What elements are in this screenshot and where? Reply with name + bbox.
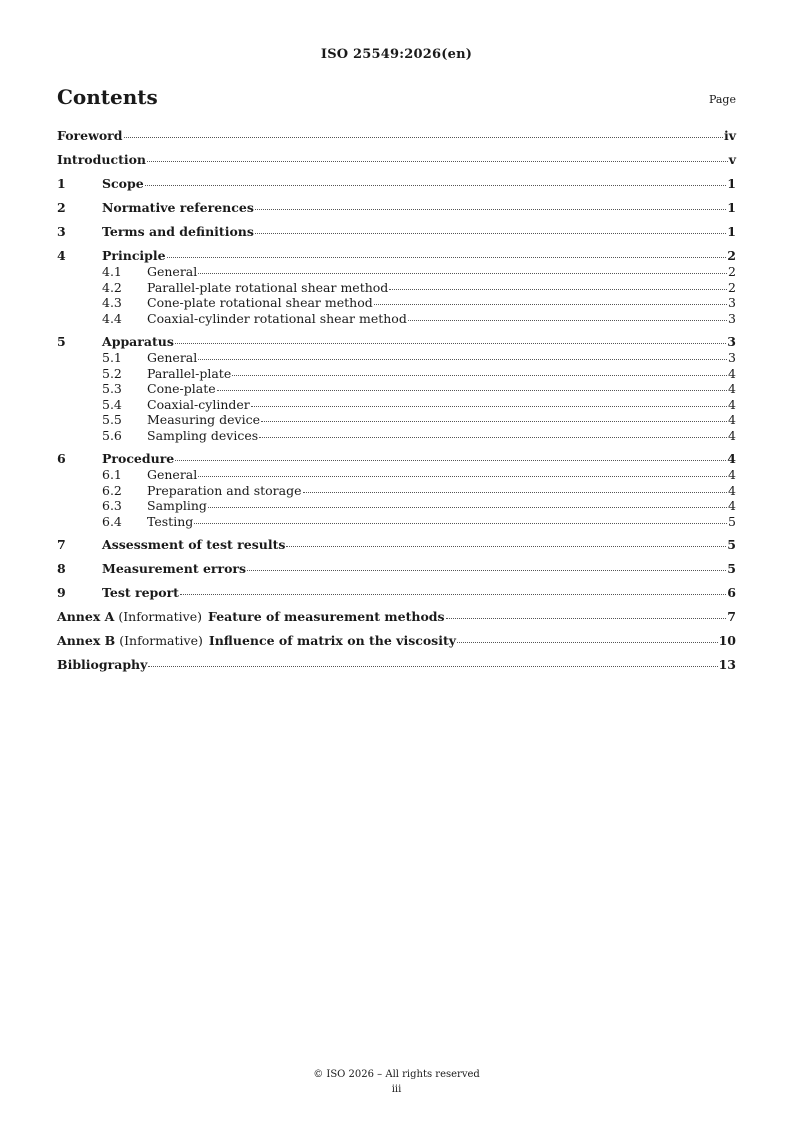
document-header: ISO 25549:2026(en)	[320, 47, 473, 62]
toc-label: Introduction	[57, 152, 147, 167]
toc-entry-annex-a[interactable]	[57, 609, 736, 625]
toc-entry-8[interactable]	[57, 561, 736, 577]
toc-page: 3	[727, 334, 736, 349]
toc-entry-5-4[interactable]	[57, 397, 736, 413]
toc-page: 4	[728, 412, 736, 427]
toc-leader	[255, 233, 726, 234]
toc-entry-6-2[interactable]	[57, 483, 736, 499]
toc-entry-annex-b[interactable]	[57, 633, 736, 649]
toc-entry-4[interactable]	[57, 248, 736, 264]
toc-entry-6-4[interactable]	[57, 514, 736, 530]
toc-leader	[198, 273, 727, 274]
toc-entry-5-6[interactable]	[57, 428, 736, 444]
toc-leader	[374, 304, 727, 305]
toc-number: 5.6	[102, 427, 122, 443]
toc-number: 2	[57, 200, 66, 215]
annex-type: (Informative)	[118, 609, 202, 624]
toc-label: Measurement errors	[102, 561, 247, 576]
toc-page: 3	[728, 310, 736, 326]
toc-leader	[286, 546, 726, 547]
toc-label: Procedure	[102, 451, 175, 466]
toc-page: 4	[728, 498, 736, 513]
toc-number: 6	[57, 451, 66, 466]
toc-leader	[124, 137, 723, 138]
toc-label: General	[147, 264, 198, 279]
toc-number: 4.2	[102, 279, 122, 295]
toc-page: 4	[728, 365, 736, 381]
toc-leader	[180, 594, 726, 595]
toc-entry-7[interactable]	[57, 537, 736, 553]
page-title: Contents	[57, 85, 158, 109]
toc-page: 13	[718, 657, 736, 672]
toc-number: 7	[57, 537, 66, 552]
toc-entry-4-4[interactable]	[57, 311, 736, 327]
toc-entry-4-3[interactable]	[57, 295, 736, 311]
toc-page: 4	[728, 482, 736, 498]
toc-label: Testing	[147, 513, 194, 529]
toc-page: 7	[727, 609, 736, 624]
toc-leader	[259, 437, 727, 438]
toc-label: Test report	[102, 585, 179, 600]
toc-page: 2	[727, 248, 736, 263]
toc-number: 9	[57, 585, 66, 600]
toc-leader	[148, 666, 717, 667]
toc-number: 4	[57, 248, 66, 263]
toc-entry-5[interactable]	[57, 334, 736, 350]
toc-leader	[255, 209, 726, 210]
toc-label: Scope	[102, 176, 144, 191]
toc-leader	[457, 642, 718, 643]
toc-page: 4	[728, 381, 736, 396]
toc-page: 1	[727, 224, 736, 239]
toc-label: Preparation and storage	[147, 482, 302, 498]
toc-entry-3[interactable]	[57, 224, 736, 240]
toc-leader	[389, 289, 727, 290]
toc-entry-6-1[interactable]	[57, 467, 736, 483]
toc-label: General	[147, 467, 198, 482]
page-column-label: Page	[708, 93, 736, 106]
toc-page: 5	[727, 561, 736, 576]
toc-label: Normative references	[102, 200, 254, 215]
toc-page: 6	[727, 585, 736, 600]
toc-number: 5.3	[102, 381, 122, 396]
toc-label: General	[147, 350, 198, 365]
toc-entry-1[interactable]	[57, 176, 736, 192]
toc-number: 6.2	[102, 482, 122, 498]
toc-leader	[145, 185, 727, 186]
toc-leader	[251, 406, 727, 407]
toc-label: Influence of matrix on the viscosity	[208, 633, 456, 648]
toc-number: 6.4	[102, 513, 122, 529]
toc-label: Coaxial-cylinder	[147, 396, 250, 412]
toc-number: 5	[57, 334, 66, 349]
toc-page: 5	[728, 513, 736, 529]
toc-leader	[217, 390, 727, 391]
annex-prefix: Annex B	[57, 633, 116, 648]
toc-label: Sampling	[147, 498, 207, 513]
toc-entry-bibliography[interactable]	[57, 657, 736, 673]
toc-label: Cone-plate rotational shear method	[147, 295, 373, 310]
toc-page: 2	[728, 279, 736, 295]
toc-page: 3	[728, 295, 736, 310]
annex-prefix: Annex A	[57, 609, 115, 624]
toc-page: 1	[727, 176, 736, 191]
toc-leader	[446, 618, 727, 619]
toc-leader	[208, 507, 727, 508]
annex-type: (Informative)	[119, 633, 203, 648]
toc-label: Sampling devices	[147, 427, 259, 443]
toc-label: Assessment of test results	[102, 537, 286, 552]
toc-leader	[408, 320, 727, 321]
toc-label: Measuring device	[147, 412, 260, 427]
toc-number: 6.1	[102, 467, 122, 482]
toc-page: v	[728, 152, 736, 167]
toc-label: Parallel-plate rotational shear method	[147, 279, 389, 295]
toc-label: Feature of measurement methods	[208, 609, 445, 624]
toc-entry-4-2[interactable]	[57, 280, 736, 296]
toc-page: 5	[727, 537, 736, 552]
page-footer	[0, 1067, 793, 1097]
toc-number: 5.2	[102, 365, 122, 381]
toc-leader	[232, 375, 727, 376]
toc-entry-foreword[interactable]	[57, 128, 736, 144]
toc-number: 6.3	[102, 498, 122, 513]
toc-number: 8	[57, 561, 66, 576]
toc-page: 2	[728, 264, 736, 279]
toc-number: 3	[57, 224, 66, 239]
toc-label: Principle	[102, 248, 166, 263]
toc-entry-6[interactable]	[57, 451, 736, 467]
toc-entry-introduction[interactable]	[57, 152, 736, 168]
toc-number: 5.5	[102, 412, 122, 427]
toc-leader	[198, 359, 727, 360]
toc-number: 5.4	[102, 396, 122, 412]
toc-page: 4	[728, 396, 736, 412]
toc-number: 1	[57, 176, 66, 191]
toc-page: 4	[728, 467, 736, 482]
toc-number: 4.4	[102, 310, 122, 326]
toc-entry-9[interactable]	[57, 585, 736, 601]
toc-page: 1	[727, 200, 736, 215]
toc-entry-5-5[interactable]	[57, 412, 736, 428]
toc-label: Bibliography	[57, 657, 148, 672]
toc-number: 4.1	[102, 264, 122, 279]
page-number: iii	[391, 1084, 402, 1095]
copyright-notice: © ISO 2026 – All rights reserved	[313, 1069, 480, 1080]
toc-entry-5-1[interactable]	[57, 350, 736, 366]
toc-leader	[194, 523, 727, 524]
toc-entry-6-3[interactable]	[57, 498, 736, 514]
toc-leader	[147, 161, 728, 162]
toc-entry-2[interactable]	[57, 200, 736, 216]
toc-page: 3	[728, 350, 736, 365]
toc-label: Apparatus	[102, 334, 174, 349]
toc-page: 4	[727, 451, 736, 466]
toc-number: 4.3	[102, 295, 122, 310]
toc-leader	[261, 421, 727, 422]
toc-leader	[175, 343, 726, 344]
toc-label: Cone-plate	[147, 381, 216, 396]
toc-entry-4-1[interactable]	[57, 264, 736, 280]
toc-entry-5-2[interactable]	[57, 366, 736, 382]
toc-label: Parallel-plate	[147, 365, 232, 381]
toc-entry-5-3[interactable]	[57, 381, 736, 397]
toc-page: 10	[718, 633, 736, 648]
toc-leader	[167, 257, 727, 258]
toc-leader	[247, 570, 726, 571]
toc-label: Coaxial-cylinder rotational shear method	[147, 310, 407, 326]
table-of-contents	[57, 128, 736, 673]
toc-number: 5.1	[102, 350, 122, 365]
toc-leader	[303, 492, 728, 493]
toc-label: Foreword	[57, 128, 123, 143]
toc-page: 4	[728, 427, 736, 443]
toc-label: Terms and definitions	[102, 224, 254, 239]
toc-page: iv	[723, 128, 736, 143]
toc-leader	[198, 476, 727, 477]
toc-leader	[175, 460, 726, 461]
